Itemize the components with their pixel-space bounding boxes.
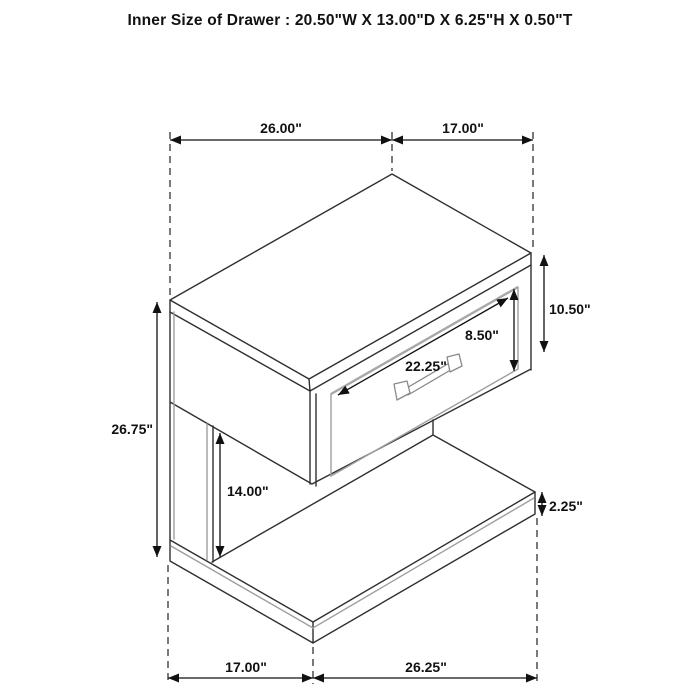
dim-label-base-thickness: 2.25" — [549, 498, 583, 514]
dim-label-base-width: 26.25" — [405, 659, 447, 675]
dim-label-top-depth: 17.00" — [442, 120, 484, 136]
cabinet-body-edges — [170, 265, 531, 540]
handle-right-post — [447, 354, 462, 372]
base-platform-edges — [170, 492, 535, 643]
dim-label-drawer-width: 22.25" — [405, 358, 447, 374]
dim-label-leg-clearance: 14.00" — [227, 483, 269, 499]
cabinet-top-face — [170, 174, 531, 379]
nightstand-structure — [170, 174, 535, 643]
dimension-labels — [111, 120, 590, 675]
dimension-arrows — [157, 140, 544, 678]
secondary-edge-highlights — [171, 312, 534, 628]
dim-label-drawer-front-height: 8.50" — [465, 327, 499, 343]
extension-lines — [168, 132, 537, 684]
dim-label-top-width: 26.00" — [260, 120, 302, 136]
dim-label-cabinet-side-height: 10.50" — [549, 301, 591, 317]
handle-left-post — [394, 381, 410, 400]
cabinet-top-slab-edges — [170, 253, 531, 391]
page-title: Inner Size of Drawer : 20.50"W X 13.00"D X 6.25"H X 0.50"T — [127, 12, 573, 29]
dim-label-overall-height: 26.75" — [111, 421, 153, 437]
dim-label-base-depth: 17.00" — [225, 659, 267, 675]
